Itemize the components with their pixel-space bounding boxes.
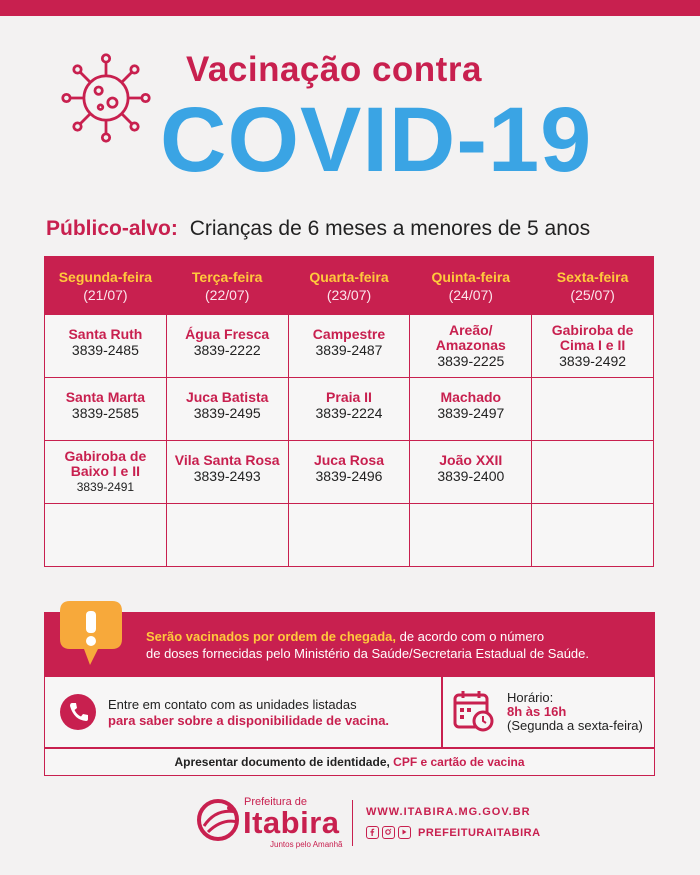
docs-requirement bbox=[45, 755, 654, 769]
website-link[interactable]: WWW.ITABIRA.MG.GOV.BR bbox=[366, 806, 531, 818]
notice-text-2: de doses fornecidas pelo Ministério da Saúde/Secretaria Estadual de Saúde. bbox=[146, 646, 590, 661]
schedule-row bbox=[45, 315, 654, 378]
day-date: (21/07) bbox=[83, 286, 128, 303]
unit-name: Gabiroba de Baixo I e II bbox=[64, 448, 147, 479]
day-date: (22/07) bbox=[205, 286, 250, 303]
empty-cell bbox=[410, 504, 532, 567]
unit-phone: 3839-2225 bbox=[437, 353, 505, 369]
unit-name: Água Fresca bbox=[185, 326, 270, 342]
unit-phone: 3839-2496 bbox=[315, 468, 383, 484]
empty-cell bbox=[166, 504, 288, 567]
empty-cell bbox=[532, 378, 654, 441]
day-header bbox=[166, 257, 288, 315]
empty-cell bbox=[532, 441, 654, 504]
unit-cell bbox=[532, 315, 654, 378]
unit-name: Campestre bbox=[312, 326, 386, 342]
unit-name: Vila Santa Rosa bbox=[174, 452, 280, 468]
unit-cell bbox=[410, 441, 532, 504]
unit-name: Gabiroba de Cima I e II bbox=[551, 322, 634, 353]
unit-cell bbox=[288, 441, 410, 504]
empty-cell bbox=[532, 504, 654, 567]
prefeitura-logo-icon bbox=[196, 796, 244, 844]
unit-cell bbox=[288, 378, 410, 441]
schedule-row bbox=[45, 504, 654, 567]
unit-phone: 3839-2222 bbox=[193, 342, 261, 358]
unit-name: Santa Ruth bbox=[68, 326, 143, 342]
schedule-table bbox=[44, 256, 654, 567]
unit-cell bbox=[410, 378, 532, 441]
unit-cell bbox=[166, 378, 288, 441]
unit-cell bbox=[166, 441, 288, 504]
footer-prefeitura: Prefeitura de bbox=[244, 796, 307, 808]
hours-time: 8h às 16h bbox=[507, 704, 567, 719]
day-date: (23/07) bbox=[326, 286, 372, 303]
unit-name: Santa Marta bbox=[65, 389, 146, 405]
contact-line-2: para saber sobre a disponibilidade de vacina. bbox=[108, 713, 390, 728]
unit-phone: 3839-2400 bbox=[437, 468, 505, 484]
facebook-icon[interactable] bbox=[366, 826, 379, 839]
schedule-header-row bbox=[45, 257, 654, 315]
virus-icon bbox=[60, 52, 152, 144]
unit-phone: 3839-2224 bbox=[315, 405, 383, 421]
phone-icon bbox=[60, 694, 96, 730]
unit-name: Juca Rosa bbox=[313, 452, 385, 468]
hours-label: Horário: bbox=[507, 690, 554, 705]
day-header bbox=[45, 257, 167, 315]
unit-phone: 3839-2497 bbox=[437, 405, 505, 421]
unit-cell bbox=[410, 315, 532, 378]
hours-block bbox=[507, 691, 643, 733]
schedule-row bbox=[45, 441, 654, 504]
warning-icon bbox=[58, 599, 124, 667]
notice-highlight: Serão vacinados por ordem de chegada, bbox=[146, 629, 396, 644]
youtube-icon[interactable] bbox=[398, 826, 411, 839]
unit-name: Areão/ Amazonas bbox=[435, 322, 506, 353]
unit-phone: 3839-2493 bbox=[193, 468, 261, 484]
calendar-clock-icon bbox=[453, 689, 495, 733]
day-header bbox=[288, 257, 410, 315]
empty-cell bbox=[45, 504, 167, 567]
day-name: Quinta-feira bbox=[431, 268, 511, 285]
footer-tagline: Juntos pelo Amanhã bbox=[270, 840, 343, 849]
unit-name: João XXII bbox=[439, 452, 503, 468]
unit-cell bbox=[166, 315, 288, 378]
unit-name: Juca Batista bbox=[185, 389, 269, 405]
empty-cell bbox=[288, 504, 410, 567]
social-links bbox=[366, 826, 541, 839]
contact-text bbox=[108, 697, 438, 729]
docs-highlight: CPF e cartão de vacina bbox=[393, 755, 525, 769]
publico-alvo-value: Crianças de 6 meses a menores de 5 anos bbox=[189, 217, 591, 240]
title-covid: COVID-19 bbox=[160, 89, 593, 191]
unit-phone: 3839-2487 bbox=[315, 342, 383, 358]
unit-phone: 3839-2495 bbox=[193, 405, 261, 421]
unit-phone: 3839-2491 bbox=[76, 480, 135, 494]
footer-city: Itabira bbox=[243, 805, 340, 840]
unit-cell bbox=[45, 315, 167, 378]
unit-cell bbox=[45, 441, 167, 504]
unit-phone: 3839-2485 bbox=[71, 342, 139, 358]
title-vacinacao: Vacinação contra bbox=[186, 50, 482, 89]
day-date: (25/07) bbox=[570, 286, 615, 303]
day-name: Quarta-feira bbox=[309, 268, 389, 285]
publico-alvo-label: Público-alvo: bbox=[46, 217, 178, 240]
divider bbox=[45, 747, 654, 749]
day-date: (24/07) bbox=[448, 286, 493, 303]
day-name: Sexta-feira bbox=[556, 268, 629, 285]
social-handle[interactable]: PREFEITURAITABIRA bbox=[418, 826, 541, 839]
unit-phone: 3839-2585 bbox=[71, 405, 139, 421]
day-name: Terça-feira bbox=[191, 268, 263, 285]
instagram-icon[interactable] bbox=[382, 826, 395, 839]
day-header bbox=[532, 257, 654, 315]
schedule-row bbox=[45, 378, 654, 441]
unit-cell bbox=[288, 315, 410, 378]
top-bar bbox=[0, 0, 700, 16]
notice-text-1: de acordo com o número bbox=[395, 629, 545, 644]
publico-alvo bbox=[46, 217, 590, 241]
contact-line-1: Entre em contato com as unidades listadas bbox=[108, 697, 357, 712]
unit-name: Machado bbox=[440, 389, 502, 405]
unit-name: Praia II bbox=[326, 389, 372, 405]
notice-text bbox=[146, 628, 646, 662]
docs-text: Apresentar documento de identidade, bbox=[174, 755, 394, 769]
day-header bbox=[410, 257, 532, 315]
info-box bbox=[44, 676, 655, 776]
hours-days: (Segunda a sexta-feira) bbox=[507, 718, 643, 733]
unit-cell bbox=[45, 378, 167, 441]
unit-phone: 3839-2492 bbox=[559, 353, 627, 369]
footer-divider bbox=[352, 800, 353, 846]
day-name: Segunda-feira bbox=[58, 268, 153, 285]
divider bbox=[441, 677, 443, 747]
